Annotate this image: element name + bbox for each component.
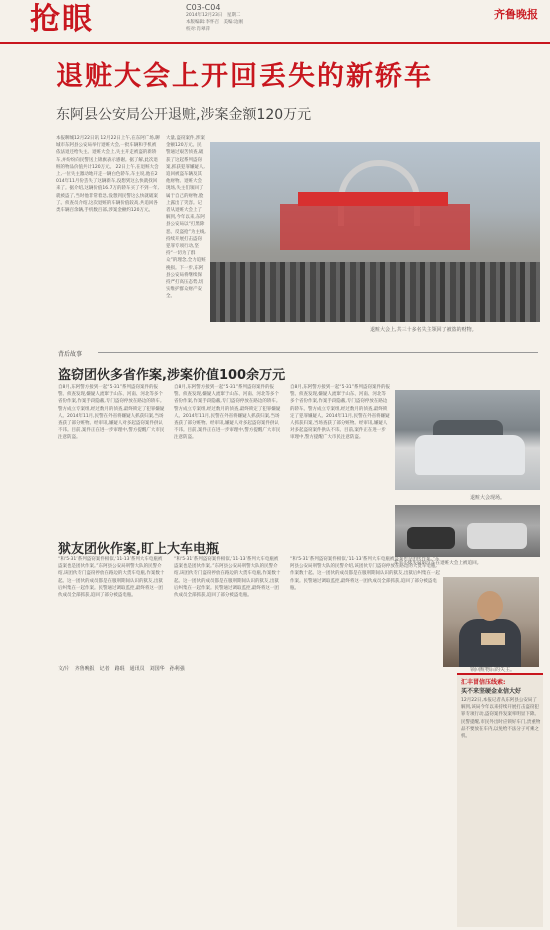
car-photo	[395, 390, 540, 490]
section-b-col3: “和‘5·31’系列盗窃案件相似,‘11·13’系列大车电瓶被盗案也是团伙作案。”东阿县公安局刑警大队的民警介绍,该团伙专门盗窃停放在路边的大货车电瓶,作案数十起。这一团伙的成员都是在服刑期间认识的狱友,出狱后纠集在一起作案。民警通过调取监控,最终将这一团伙成员全部抓获,追回了部分被盗电瓶。	[290, 557, 440, 591]
header-editors: 本版编辑:李怀召 美编:边刚	[186, 20, 244, 25]
cars-photo	[395, 505, 540, 557]
credits-line: 文/片 齐鲁晚报 记者 路琨 通讯员 刘国华 孙利强	[58, 666, 185, 672]
man-head	[477, 591, 503, 621]
lead-subheadline: 东阿县公安局公开退赃,涉案金额120万元	[56, 107, 312, 123]
section-tag: 背后故事	[58, 351, 83, 358]
lead-headline: 退赃大会上开回丢失的新轿车	[56, 61, 433, 92]
car-photo-caption: 退赃大会现场。	[470, 495, 506, 501]
sidebar-subtitle: 买不来坚硬金业信大好	[461, 688, 522, 695]
owner-photo	[443, 577, 539, 667]
masthead: 抢眼	[30, 2, 94, 37]
cars-photo-caption: 东平小伙失窃的汽车在退赃大会上被追回。	[394, 561, 482, 566]
photo-stage	[280, 204, 470, 250]
dark-car	[407, 527, 455, 549]
header-proof: 校对:肖翠萍	[186, 27, 211, 32]
lead-body-col1: 本报聊城12月22日讯 12月22日上午,在东阿广场,聊城市东阿县公安局举行退赃大会,一批车辆和手机被依法退还给失主。退赃大会上,失主开走被盗的新轿车,并纷纷向民警送上锦旗表示感谢。据了解,此次退赃的物品价值共计120万元。 22日上午,在退赃大会上,一位失主激动地开走一辆白色轿车,车主说,他在2014年11月份丢失了这辆新车,没想到这么快就找回来了。据介绍,这辆价值16.7万的轿车买了不到一年,就被盗了,当时他非常着急,没想到民警这么快就破案了。侦查员介绍,这次退赃的车辆价值较高,共追回各类车辆百余辆,手机数百部,涉案金额约120万元。	[56, 136, 160, 214]
header-rule	[0, 42, 550, 44]
section-a-heading: 盗窃团伙多省作案,涉案价值100余万元	[58, 368, 286, 383]
brand-logo: 齐鲁晚报	[494, 8, 538, 21]
section-a-col2: 自8月,东阿警方接到一起“5·31”系列盗窃案件的报警。侦查发现,嫌疑人流窜于山东、河南、河北等多个省份作案,作案手段隐蔽,专门盗窃停放在路边的轿车。警方成立专案组,经过数月的侦查,最终锁定了犯罪嫌疑人。2014年11月,民警在外省将嫌疑人抓获归案,当场查获了部分赃物。经审讯,嫌疑人对多起盗窃案件供认不讳。目前,案件正在进一步审理中,警方提醒广大市民注意防盗。	[174, 385, 281, 441]
car-body	[415, 435, 525, 475]
section-rule	[98, 352, 538, 353]
lead-photo-caption: 退赃大会上,共三十多名失主领回了被盗的财物。	[370, 327, 477, 333]
section-b-col2: “和‘5·31’系列盗窃案件相似,‘11·13’系列大车电瓶被盗案也是团伙作案。”东阿县公安局刑警大队的民警介绍,该团伙专门盗窃停放在路边的大货车电瓶,作案数十起。这一团伙的成员都是在服刑期间认识的狱友,出狱后纠集在一起作案。民警通过调取监控,最终将这一团伙成员全部抓获,追回了部分被盗电瓶。	[174, 557, 281, 599]
held-item	[481, 633, 505, 645]
section-b-col1: “和‘5·31’系列盗窃案件相似,‘11·13’系列大车电瓶被盗案也是团伙作案。”东阿县公安局刑警大队的民警介绍,该团伙专门盗窃停放在路边的大货车电瓶,作案数十起。这一团伙的成员都是在服刑期间认识的狱友,出狱后纠集在一起作案。民警通过调取监控,最终将这一团伙成员全部抓获,追回了部分被盗电瓶。	[58, 557, 165, 599]
photo-crowd	[210, 262, 540, 322]
owner-photo-caption: 领回赃物后的失主。	[470, 667, 516, 673]
lead-body-col2: 大量,盗窃案件,涉案金额120万元。民警通过艰苦侦查,破获了这起系列盗窃案,抓获犯罪嫌疑人,追回被盗车辆及其他财物。退赃大会现场,失主们领回了属于自己的财物,脸上露出了笑容。记者从退赃大会上了解到,今年以来,东阿县公安局以“打黑除恶、反盗抢”为主线,持续开展打击盗窃犯罪专项行动,坚持“一切为了群众”的理念,全力追赃挽损。下一步,东阿县公安局将继续保持严打高压态势,切实维护群众财产安全。	[166, 136, 206, 300]
sidebar-body: 12月22日,本报记者从东阿县公安局了解到,该局今年以来持续开展打击盗窃犯罪专项行动,盗窃案件发案率明显下降。民警提醒,市民外出时应锁好车门,贵重物品不要放在车内,以免给不法分子可乘之机。	[461, 698, 541, 740]
photo-banner	[298, 192, 448, 206]
section-a-col3: 自8月,东阿警方接到一起“5·31”系列盗窃案件的报警。侦查发现,嫌疑人流窜于山东、河南、河北等多个省份作案,作案手段隐蔽,专门盗窃停放在路边的轿车。警方成立专案组,经过数月的侦查,最终锁定了犯罪嫌疑人。2014年11月,民警在外省将嫌疑人抓获归案,当场查获了部分赃物。经审讯,嫌疑人对多起盗窃案件供认不讳。目前,案件正在进一步审理中,警方提醒广大市民注意防盗。	[290, 385, 390, 441]
white-car	[467, 523, 527, 549]
lead-photo	[210, 142, 540, 322]
section-code: C03-C04	[186, 3, 221, 12]
header-date: 2014年12月23日 星期二	[186, 13, 241, 18]
section-a-col1: 自8月,东阿警方接到一起“5·31”系列盗窃案件的报警。侦查发现,嫌疑人流窜于山东、河南、河北等多个省份作案,作案手段隐蔽,专门盗窃停放在路边的轿车。警方成立专案组,经过数月的侦查,最终锁定了犯罪嫌疑人。2014年11月,民警在外省将嫌疑人抓获归案,当场查获了部分赃物。经审讯,嫌疑人对多起盗窃案件供认不讳。目前,案件正在进一步审理中,警方提醒广大市民注意防盗。	[58, 385, 165, 441]
sidebar-title: 汇丰冒信压线索:	[461, 679, 506, 686]
section-b-heading: 狱友团伙作案,盯上大车电瓶	[58, 542, 219, 557]
